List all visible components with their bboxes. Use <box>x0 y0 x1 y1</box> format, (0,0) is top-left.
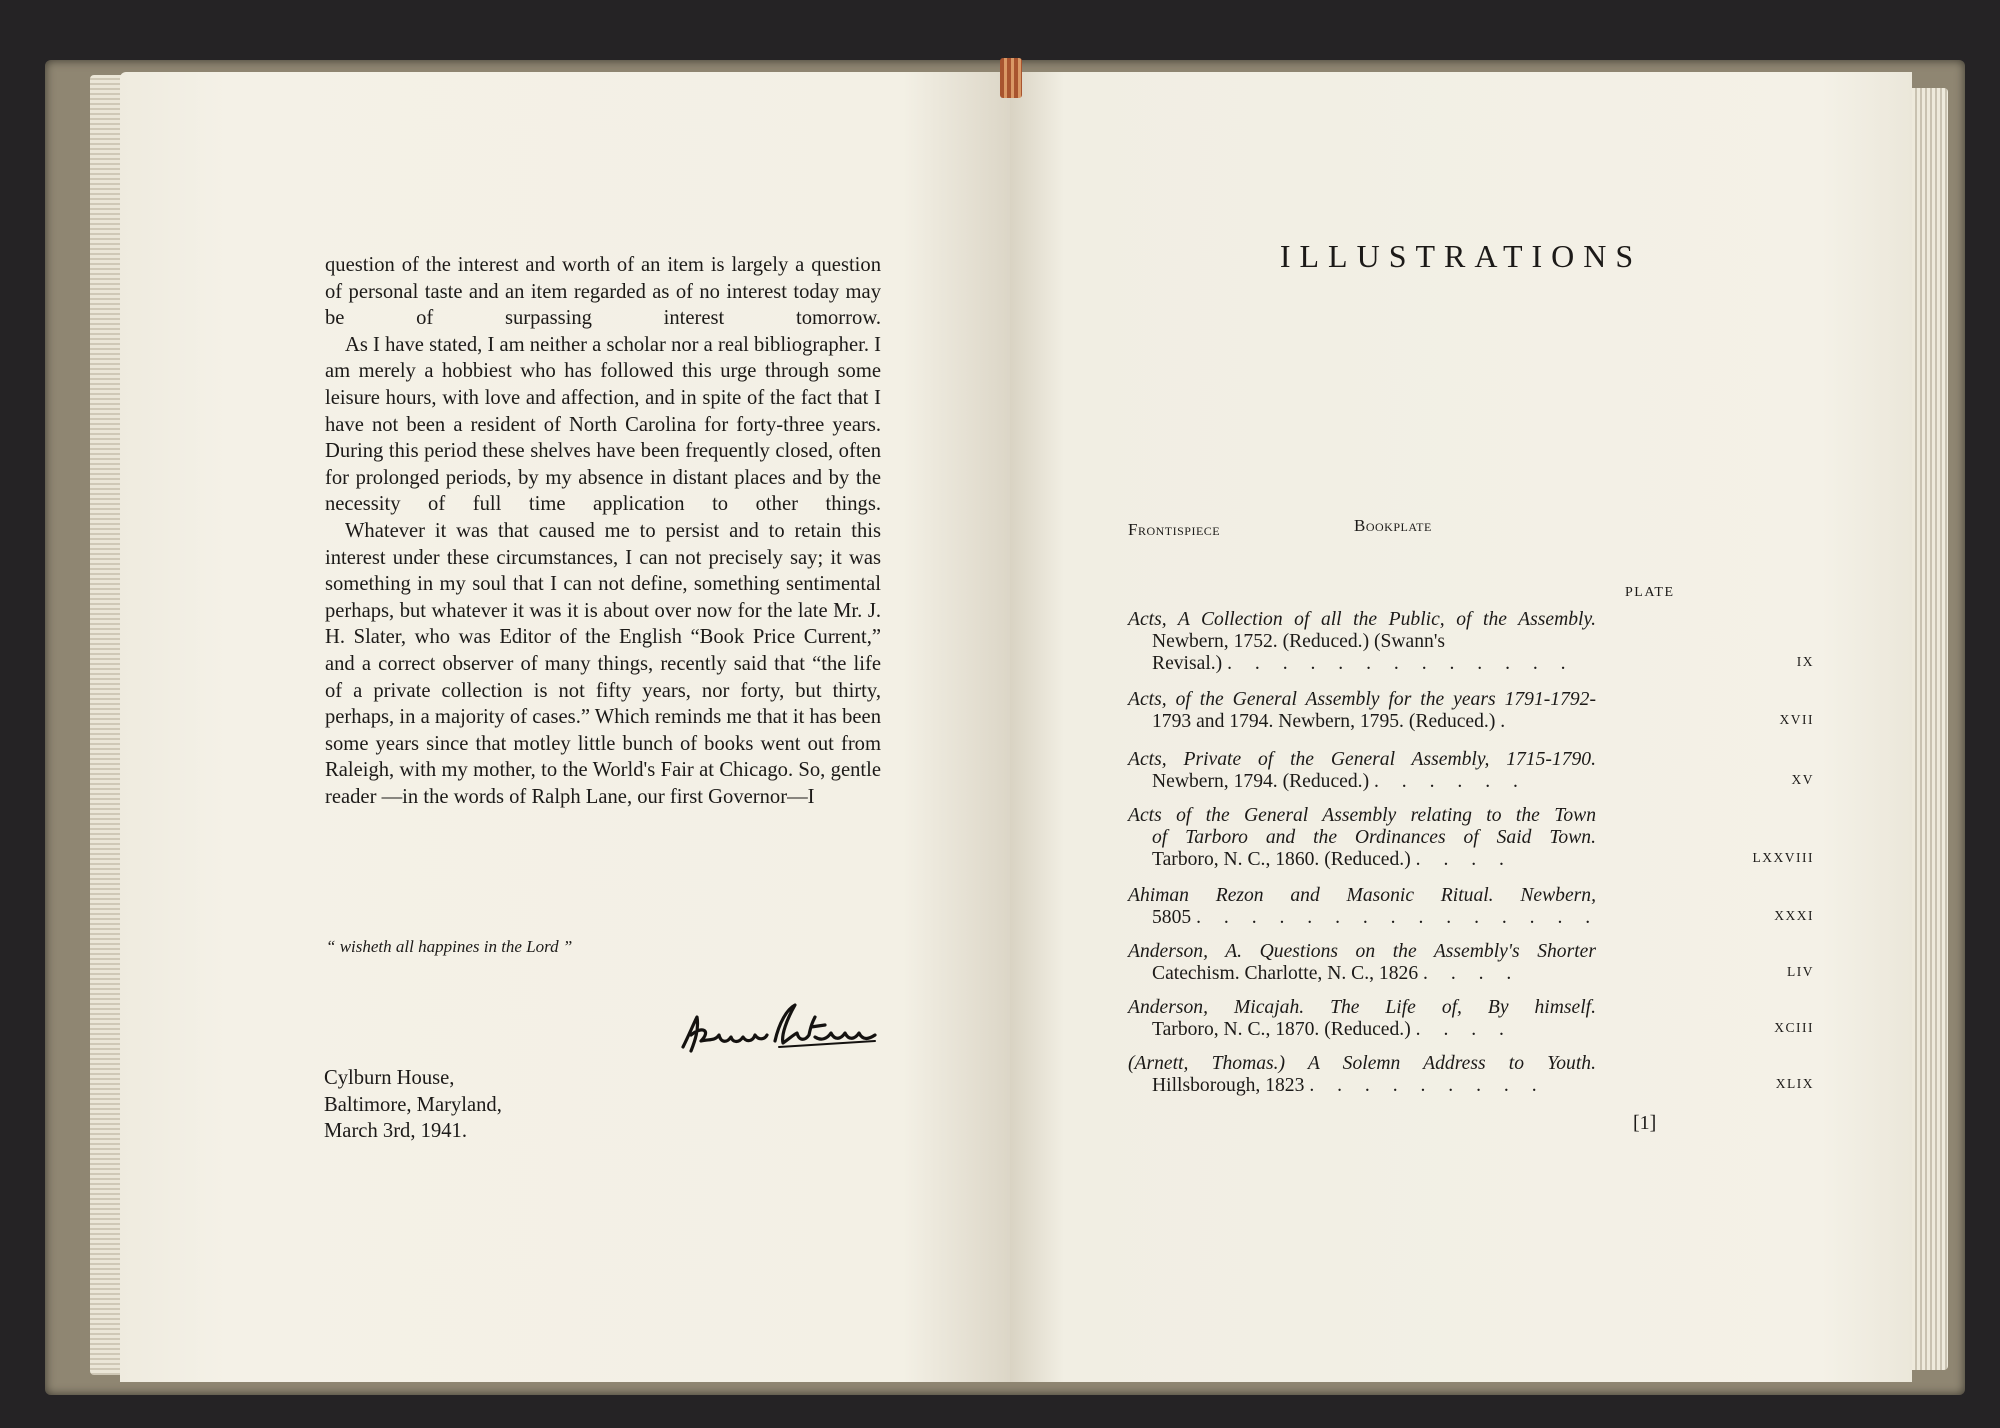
entry-continuation: Newbern, 1794. (Reduced.) . . . . . . <box>1152 771 1527 792</box>
binding-thread <box>1000 58 1022 98</box>
entry-continuation: 1793 and 1794. Newbern, 1795. (Reduced.) . <box>1152 711 1515 732</box>
page-number: [1] <box>1633 1112 1657 1134</box>
entry-continuation: Revisal.) . . . . . . . . . . . . . <box>1152 653 1575 674</box>
paragraph: Whatever it was that caused me to persist and to retain this interest under these circumstances, I can not precisely say; it was something in my soul that I can not define, something sentimental perhaps, but whatever it was it is about over now for the late Mr. J. H. Slater, who was Editor of the English “Book Price Current,” and a correct observer of many things, recently said that “the life of a private collection is not fifty years, nor forty, but thirty, perhaps, in a majority of cases.” Which reminds me that it has been some years since that motley little bunch of books went out from Raleigh, with my mother, to the World's Fair at Chicago. So, gentle reader —in the words of Ralph Lane, our first Governor—I <box>325 519 881 808</box>
plate-number: IX <box>1796 654 1814 669</box>
list-item <box>1128 609 1814 675</box>
closing-quote: “ wisheth all happines in the Lord ” <box>326 937 573 956</box>
plate-number: XLIX <box>1775 1076 1814 1091</box>
list-item <box>1128 885 1814 929</box>
entry-continuation: Tarboro, N. C., 1870. (Reduced.) . . . . <box>1152 1019 1513 1040</box>
entry-continuation: Hillsborough, 1823 . . . . . . . . . <box>1152 1075 1546 1096</box>
entry-title: Acts of the General Assembly relating to the Town <box>1128 805 1596 826</box>
list-item <box>1128 749 1814 793</box>
address-line: March 3rd, 1941. <box>324 1120 467 1143</box>
list-item <box>1128 941 1814 985</box>
paragraph: As I have stated, I am neither a scholar nor a real bibliographer. I am merely a hobbiest who has followed this urge through some leisure hours, with love and affection, and in spite of the fact that I have not been a resident of North Carolina for forty-three years. During this period these shelves have been frequently closed, often for prolonged periods, by my absence in distant places and by the necessity of full time application to other things. <box>325 333 881 516</box>
entry-continuation: 5805 . . . . . . . . . . . . . . . <box>1152 907 1600 928</box>
list-item <box>1128 805 1814 871</box>
address-block <box>324 1065 502 1145</box>
paragraph: question of the interest and worth of an item is largely a question of personal taste and an item regarded as of no interest today may be of surpassing interest tomorrow. <box>325 254 881 330</box>
plate-number: XXXI <box>1774 908 1814 923</box>
entry-continuation: Tarboro, N. C., 1860. (Reduced.) . . . . <box>1152 849 1513 870</box>
right-page-edges <box>1912 88 1948 1370</box>
frontispiece-label: Frontispiece <box>1128 520 1221 539</box>
bookplate-label: Bookplate <box>1354 516 1432 535</box>
list-item <box>1128 997 1814 1041</box>
plate-number: XCIII <box>1774 1020 1814 1035</box>
entry-title: (Arnett, Thomas.) A Solemn Address to Youth. <box>1128 1053 1596 1074</box>
entry-title: Acts, A Collection of all the Public, of the Assembly. <box>1128 609 1596 630</box>
entry-continuation: of Tarboro and the Ordinances of Said Town. <box>1152 827 1596 848</box>
letter-body <box>325 252 881 810</box>
entry-continuation: Catechism. Charlotte, N. C., 1826 . . . . <box>1152 963 1521 984</box>
signature <box>675 995 885 1065</box>
entry-title: Anderson, A. Questions on the Assembly's Shorter <box>1128 941 1596 962</box>
entry-title: Ahiman Rezon and Masonic Ritual. Newbern, <box>1128 885 1596 906</box>
entry-continuation: Newbern, 1752. (Reduced.) (Swann's <box>1152 631 1446 652</box>
page-title: ILLUSTRATIONS <box>1279 238 1643 274</box>
entry-title: Anderson, Micajah. The Life of, By himself. <box>1128 997 1596 1018</box>
entry-title: Acts, of the General Assembly for the years 1791-1792- <box>1128 689 1596 710</box>
entry-title: Acts, Private of the General Assembly, 1715-1790. <box>1128 749 1596 770</box>
address-line: Cylburn House, <box>324 1067 455 1089</box>
list-item <box>1128 689 1814 733</box>
plate-number: XVII <box>1779 712 1814 727</box>
address-line: Baltimore, Maryland, <box>324 1093 502 1116</box>
plate-number: XV <box>1791 772 1814 787</box>
plate-column-header: PLATE <box>1625 585 1675 600</box>
plate-number: LXXVIII <box>1752 850 1814 865</box>
plate-number: LIV <box>1787 964 1814 979</box>
list-item <box>1128 1053 1814 1097</box>
